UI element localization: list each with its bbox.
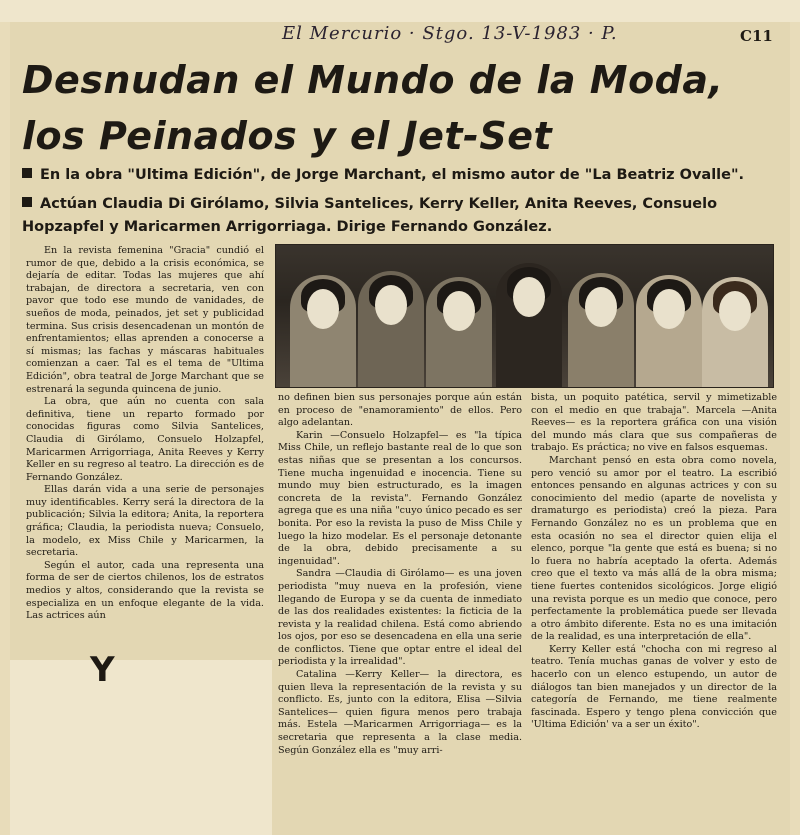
paragraph: Ellas darán vida a una serie de personajes muy identificables. Kerry será la directora de la publicación; Silvia la editora; Anita, la reportera gráfica; Claudia, la periodista nueva; Consuelo, la modelo, ex Miss Chile y Maricarmen, la secretaria. [26,484,264,559]
article-column-1 [26,245,264,623]
adjacent-article-fragment: Y [90,650,115,690]
top-margin [0,0,800,22]
torn-corner [10,660,272,835]
bullet-icon [22,197,32,207]
subhead-1 [22,164,782,187]
paragraph: Karin —Consuelo Holzapfel— es "la típica Miss Chile, un reflejo bastante real de lo que son estas niñas que se presentan a los concursos. Tiene mucha ingenuidad e inocencia. Tiene su mundo muy bien estructurado, es la imagen concreta de la revista". Fernando González agrega que es una niña "cuyo único pecado es ser bonita. Por eso la revista la puso de Miss Chile y luego la hizo modelar. Es el personaje detonante de la obra, debido precisamente a su ingenuidad". [278,429,522,567]
paragraph: Catalina —Kerry Keller— la directora, es quien lleva la representación de la revista y su conflicto. Es, junto con la editora, Elisa —Silvia Santelices— quien figura menos pero trabaja más. Estela —Maricarmen Arrigorriaga— es la secretaria que representa a la clase media. Según González ella es "muy arri- [278,669,522,756]
person-figure [290,275,356,388]
subhead-2 [22,193,782,239]
paragraph: Según el autor, cada una representa una forma de ser de ciertos chilenos, los de estratos medios y altos, considerando que la revista se especializa en un enfoque elegante de la vida. Las actrices aún [26,559,264,622]
cast-photo [275,244,774,388]
person-figure [568,273,634,388]
paragraph: Kerry Keller está "chocha con mi regreso al teatro. Tenía muchas ganas de volver y esto de hacerlo con un elenco estupendo, un autor de diálogos tan bien manejados y un director de la categoría de Fernando, me tiene realmente fascinada. Espero y tengo plena convicción que 'Ultima Edición' va a ser un éxito". [531,643,777,731]
subhead-2-text: Actúan Claudia Di Girólamo, Silvia Santelices, Kerry Keller, Anita Reeves, Consuelo Hopzapfel y Maricarmen Arrigorriaga. Dirige Fernando González. [22,196,718,235]
article-column-2 [278,392,522,757]
headline: Desnudan el Mundo de la Moda, los Peinados y el Jet-Set [22,58,724,158]
bullet-icon [22,168,32,178]
paragraph: no definen bien sus personajes porque aún están en proceso de "enamoramiento" de ellos. Pero algo adelantan. [278,392,522,429]
paragraph: bista, un poquito patética, servil y mimetizable con el medio en que trabaja". Marcela —Anita Reeves— es la reportera gráfica con una visión del mundo más clara que sus compañeras de trabajo. Es práctica; no vive en falsos esquemas. [531,392,777,454]
paragraph: Sandra —Claudia di Girólamo— es una joven periodista "muy nueva en la profesión, viene llegando de Europa y se da cuenta de inmediato de las dos realidades existentes: la ficticia de la revista y la realidad chilena. Está como abriendo los ojos, por eso se desencadena en ella una serie de conflictos. Tiene que optar entre el ideal del periodista y la irrealidad". [278,568,522,668]
subhead-1-text: En la obra "Ultima Edición", de Jorge Marchant, el mismo autor de "La Beatriz Ovalle". [40,167,745,183]
person-figure [636,275,702,388]
paragraph: En la revista femenina "Gracia" cundió el rumor de que, debido a la crisis económica, se dejaría de editar. Todas las mujeres que ahí trabajan, de directora a secretaria, ven con pavor que todo ese mundo de vanidades, de sueños de moda, peinados, jet set y publicidad termina. Sus crisis desencadenan un montón de enfrentamientos; ellas aprenden a conocerse a sí mismas; las fachas y máscaras habituales comienzan a caer. Tal es el tema de "Ultima Edición", obra teatral de Jorge Marchant que se estrenará la segunda quincena de junio. [26,245,264,395]
page-number: C11 [740,27,773,45]
person-figure [358,271,424,388]
article-column-3 [531,392,777,732]
paragraph: La obra, que aún no cuenta con sala definitiva, tiene un reparto formado por conocidas figuras como Silvia Santelices, Claudia di Girólamo, Consuelo Holzapfel, Maricarmen Arrigorriaga, Anita Reeves y Kerry Keller en su regreso al teatro. La dirección es de Fernando González. [26,396,264,483]
person-figure [496,263,562,388]
person-figure [702,277,768,388]
handwritten-source-note: El Mercurio · Stgo. 13-V-1983 · P. [282,23,618,44]
person-figure [426,277,492,388]
paragraph: Marchant pensó en esta obra como novela, pero venció su amor por el teatro. La escribió entonces pensando en algunas actrices y con su conocimiento del medio (aparte de novelista y dramaturgo es periodista) creó la pieza. Para Fernando González no es un problema que en esta ocasión no sea el director quien elija el elenco, porque "la gente que está es buena; si no lo fuera no habría aceptado la oferta. Además creo que el texto va más allá de la obra misma; tiene fuertes contenidos sicológicos. Jorge eligió una revista porque es un medio que conoce, pero perfectamente la problemática puede ser llevada a otro ámbito diferente. Esta no es una imitación de la realidad, es una interpretación de ella". [531,454,777,643]
